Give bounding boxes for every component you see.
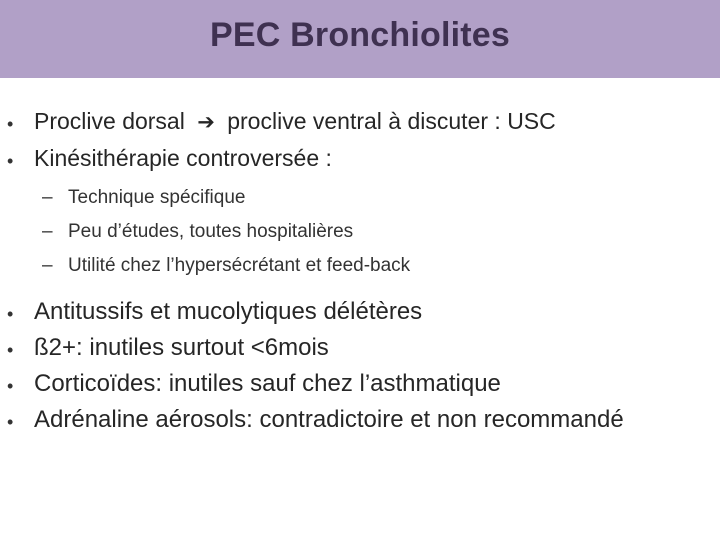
bullet-text: Adrénaline aérosols: contradictoire et non recommandé [34, 405, 624, 433]
bullet-item-physiotherapy [0, 144, 720, 173]
sub-item-technique [0, 181, 720, 215]
sub-item-utility [0, 249, 720, 283]
bullet-item-corticoids [0, 369, 720, 399]
bullet-text: Kinésithérapie controversée : [34, 144, 332, 171]
bullet-icon: • [7, 114, 14, 134]
bullet-icon: • [7, 303, 14, 324]
dash-icon: – [42, 220, 53, 242]
bullet-icon: • [7, 150, 14, 171]
dash-icon: – [42, 254, 53, 276]
sub-item-text: Technique spécifique [68, 186, 246, 208]
slide-content [0, 107, 720, 441]
bullet-item-beta2 [0, 333, 720, 363]
bullet-text: Corticoïdes: inutiles sauf chez l’asthmatique [34, 369, 501, 397]
slide-title: PEC Bronchiolites [209, 15, 510, 54]
sub-item-text: Peu d’études, toutes hospitalières [68, 220, 354, 242]
bullet-text-left: Proclive dorsal [34, 108, 185, 134]
dash-icon: – [42, 186, 53, 208]
bullet-icon: • [7, 411, 14, 432]
bullet-icon: • [7, 339, 14, 360]
bullet-text: ß2+: inutiles surtout <6mois [34, 333, 329, 361]
sub-item-text: Utilité chez l’hypersécrétant et feed-back [68, 254, 411, 276]
sub-item-studies [0, 215, 720, 249]
physiotherapy-sublist [0, 181, 720, 283]
right-arrow-icon: ➔ [197, 111, 215, 134]
bullet-item-antitussives [0, 297, 720, 327]
bullet-item-adrenaline [0, 405, 720, 436]
bullet-item-positioning [0, 107, 720, 136]
bullet-icon: • [7, 375, 14, 396]
bullet-text: Antitussifs et mucolytiques délétères [34, 297, 423, 325]
title-bar [0, 0, 720, 78]
bullet-text-right: proclive ventral à discuter : USC [227, 108, 556, 134]
